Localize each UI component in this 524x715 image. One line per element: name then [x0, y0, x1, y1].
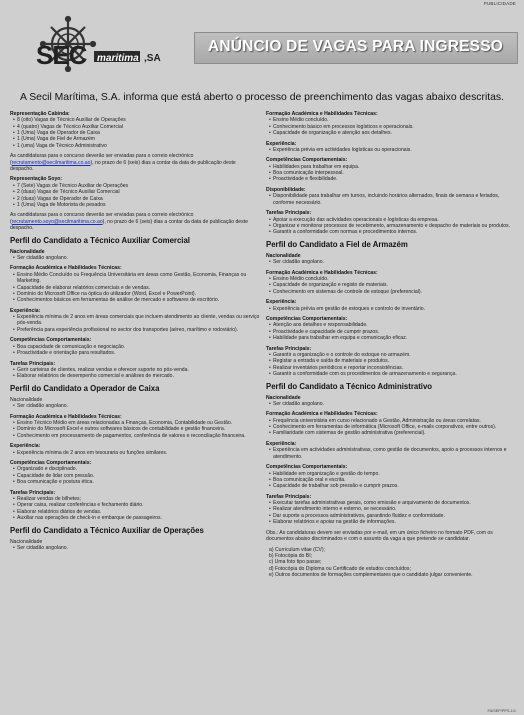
- list-item: • Garantir a conformidade com normas e procedimentos internos.: [266, 229, 514, 235]
- caixa-experience: [10, 450, 260, 456]
- logo-text-sa: ,SA: [144, 53, 161, 64]
- header: [6, 10, 518, 74]
- publicidade-label: PUBLICIDADE: [483, 1, 516, 6]
- list-item: • 2 (duas) Vagas de Operador de Caixa: [10, 196, 260, 202]
- list-item: • Atenção aos detalhes e responsabilidade.: [266, 322, 514, 328]
- list-item: • Capacidade de trabalhar sob pressão e cumprir prazos.: [266, 483, 514, 489]
- list-item: • Operar caixa, realizar conferências e fechamento diário.: [10, 502, 260, 508]
- adm-tasks: [266, 500, 514, 525]
- operacoes-experience: [266, 147, 514, 153]
- comercial-nationality: [10, 255, 260, 261]
- list-item: • Ensino Médio Concluído ou Frequência Universitária em áreas como Gestão, Economia, Finanças ou Marketing.: [10, 272, 260, 285]
- operacoes-competencies: [266, 164, 514, 183]
- list-item: • Proactividade e orientação para resultados.: [10, 350, 260, 356]
- list-item: • Conhecimento básico em processos logísticos e operacionais.: [266, 124, 514, 130]
- section-title-fiel: Perfil do Candidato a Fiel de Armazém: [266, 239, 408, 249]
- list-item: • Conhecimento em sistemas de controle de estoque (preferencial).: [266, 289, 514, 295]
- list-item: • 8 (oito) Vagas de Técnico Auxiliar de Operações: [10, 117, 260, 123]
- adm-formation: [266, 418, 514, 437]
- cabinda-email-link[interactable]: recrutamento@secilmaritima.co.ao: [11, 159, 91, 166]
- adm-experience: [266, 447, 514, 460]
- fiel-competencies: [266, 322, 514, 341]
- soyo-email-link[interactable]: recrutamento.soyo@secilmaritima.co.ao: [11, 218, 103, 225]
- list-item: • 1 (Uma) Vaga de Motorista de pesados: [10, 202, 260, 208]
- list-item: • Ensino Médio concluído.: [266, 117, 514, 123]
- list-item: • Gerir carteiras de clientes, realizar vendas e oferecer suporte no pós-venda.: [10, 367, 260, 373]
- list-item: • Familiaridade com sistemas de gestão administrativa (preferencial).: [266, 430, 514, 436]
- list-item: • Ser cidadão angolano.: [10, 403, 260, 409]
- list-item: • Experiência em actividades administrativas, como gestão de documentos, apoio a processos internos e atendimento.: [266, 447, 514, 460]
- list-item: • Ser cidadão angolano.: [10, 255, 260, 261]
- list-item: • Ensino Técnico Médio em áreas relacionadas a Finanças, Economia, Contabilidade ou Gestão.: [10, 420, 260, 426]
- list-item: • Ensino Médio concluído.: [266, 276, 514, 282]
- list-item: e) Outros documentos de formações complementares que o candidato julgar conveniente.: [269, 571, 473, 578]
- list-item: c) Uma foto tipo passe;: [269, 559, 322, 566]
- list-item: • Capacidade de organização e registo de materiais.: [266, 282, 514, 288]
- cabinda-heading: Representação Cabinda:: [10, 111, 70, 117]
- list-item: • Experiência mínima de 2 anos em tesouraria ou funções similares.: [10, 450, 260, 456]
- list-item: • Domínio do Microsoft Excel e outros softwares básicos de contabilidade e gestão financeira.: [10, 426, 260, 432]
- comercial-competencies: [10, 344, 260, 357]
- section-title-caixa: Perfil do Candidato a Operador de Caixa: [10, 383, 160, 393]
- caixa-tasks: [10, 496, 260, 521]
- right-column: Formação Académica e Habilidades Técnicas: • Ensino Médio concluído. • Conhecimento básico em processos logísticos e operacionais. • Capacidade de organização e atenção aos detalhes. Experiência: • Experiência prévia em actividades logísticas ou operacionais. Competências Comportamentais: • Habilidades para trabalhar em equipa. • Boa comunicação interpessoal. • Proactividade e flexibilidade. Disponibilidade: • Disponibilidade para trabalhar em turnos, incluindo horários alternados, finais de semana e feriados, conforme necessário. Tarefas Principais: • Apoiar a execução das actividades operacionais e logísticas da empresa. • Organizar e monitorar processos de recebimento, armazenamento e despacho de materiais ou produtos. • Garantir a conformidade com normas e procedimentos internos. Perfil do Candidato a Fiel de Armazém Nacionalidade • Ser cidadão angolano. Formação Académica e Habilidades Técnicas: • Ensino Médio concluído. • Capacidade de organização e registo de materiais. • Conhecimento em sistemas de controle de estoque (preferencial). Experiência: • Experiência prévia em gestão de estoques e controlo de inventário. Competências Comportamentais: • Atenção aos detalhes e responsabilidade. • Proactividade e capacidade de cumprir prazos. • Habilidade para trabalhar em equipa e comunicação eficaz. Tarefas Principais: • Garantir a organização e o controle do estoque no armazém. • Registar a entrada e saída de materiais e produtos. • Realizar inventários periódicos e reportar inconsistências. • Garantir a conformidade com os procedimentos de armazenamento e segurança. Perfil do Candidato a Técnico Administrativo Nacionalidade • Ser cidadão angolano. Formação Académica e Habilidades Técnicas: • Frequência universitária em curso relacionado a Gestão, Administração ou áreas correlatas. • Conhecimento em ferramentas de informática (Microsoft Office, e-mails corporativos, entre outros). • Familiaridade com sistemas de gestão administrativa (preferencial). Experiência: • Experiência em actividades administrativas, como gestão de documentos, apoio a processos internos e atendimento. Competências Comportamentais: • Habilidade em organização e gestão do tempo. • Boa comunicação oral e escrita. • Capacidade de trabalhar sob pressão e cumprir prazos. Tarefas Principais: • Executar tarefas administrativas gerais, como emissão e arquivamento de documentos. • Realizar atendimento interno e externo, se necessário. • Dar suporte a processos administrativos, garantindo fluidez e conformidade. • Elaborar relatórios e apoiar na gestão de informações. Obs.: As candidaturas devem ser enviadas por e-mail, em um único ficheiro no formato PDF, com os documentos abaixo discriminados e com o assunto da vaga a que pretende se candidatar. a) Curriculum vitae (CV); b) Fotocópia do BI; c) Uma foto tipo passe; d) Fotocópia do Diploma ou Certificado de estudos concluídos; e) Outros documentos de formações complementares que o candidato julgar conveniente.: [266, 111, 514, 582]
- obs-documents: [266, 547, 514, 579]
- section-title-comercial: Perfil do Candidato a Técnico Auxiliar Comercial: [10, 235, 190, 245]
- comercial-formation: [10, 272, 260, 304]
- obs-note: Obs.: As candidaturas devem ser enviadas por e-mail, em um único ficheiro no formato PDF, com os documentos abaixo discriminados e com o assunto da vaga a que pretende se candidatar.: [266, 529, 493, 543]
- caixa-formation: [10, 420, 260, 439]
- cabinda-note: As candidaturas para o concurso deverão ser enviadas para o correio electrónico (recrutamento@secilmaritima.co.ao), no prazo de 6 (seis) dias a contar da data de publicação deste despacho.: [10, 153, 236, 172]
- soyo-vacancies: [10, 183, 260, 208]
- list-item: • Garantir a organização e o controle do estoque no armazém.: [266, 352, 514, 358]
- soyo-heading: Representação Soyo:: [10, 176, 63, 183]
- left-column: Representação Cabinda: • 8 (oito) Vagas de Técnico Auxiliar de Operações • 4 (quatro) Vagas de Técnico Auxiliar Comercial • 1 (Uma) Vaga de Operador de Caixa • 1 (Uma) Vaga de Fiel de Armazém • 1 (uma) Vaga de Técnico Administrativo As candidaturas para o concurso deverão ser enviadas para o correio electrónico (recrutamento@secilmaritima.co.ao), no prazo de 6 (seis) dias a contar da data de publicação deste despacho. Representação Soyo: • 7 (Sete) Vagas de Técnico Auxiliar de Operações • 2 (duas) Vagas de Técnico Auxiliar Comercial • 2 (duas) Vagas de Operador de Caixa • 1 (Uma) Vaga de Motorista de pesados As candidaturas para o concurso deverão ser enviadas para o correio electrónico (recrutamento.soyo@secilmaritima.co.ao), no prazo de 6 (seis) dias a contar da data de publicação deste despacho. Perfil do Candidato a Técnico Auxiliar Comercial Nacionalidade • Ser cidadão angolano. Formação Académica e Habilidades Técnicas: • Ensino Médio Concluído ou Frequência Universitária em áreas como Gestão, Economia, Finanças ou Marketing. • Capacidade de elaborar relatórios comerciais e de vendas. • Domínio do Microsoft Office na óptica do utilizador (Word, Excel e PowerPoint). • Conhecimentos básicos em ferramentas de análise de mercado e softwares de escritório. Experiência: • Experiência mínima de 2 anos em áreas comerciais que incluem atendimento ao cliente, vendas ou serviço pós-venda. • Preferência para experiência profissional no sector dos transportes (aéreo, marítimo e rodoviário). Competências Comportamentais: • Boa capacidade de comunicação e negociação. • Proactividade e orientação para resultados. Tarefas Principais: • Gerir carteiras de clientes, realizar vendas e oferecer suporte no pós-venda. • Elaborar relatórios de desempenho comercial e análises de mercado. Perfil do Candidato a Operador de Caixa Nacionalidade • Ser cidadão angolano. Formação Académica e Habilidades Técnicas: • Ensino Técnico Médio em áreas relacionadas a Finanças, Economia, Contabilidade ou Gestão. • Domínio do Microsoft Excel e outros softwares básicos de contabilidade e gestão financeira. • Conhecimento em processamento de pagamentos, conferência de valores e reconciliação financeira. Experiência: • Experiência mínima de 2 anos em tesouraria ou funções similares. Competências Comportamentais: • Organizado e disciplinado. • Capacidade de lidar com pressão. • Boa comunicação e postura ética. Tarefas Principais: • Realizar vendas de bilhetes; • Operar caixa, realizar conferências e fechamento diário. • Elaborar relatórios diários de vendas. • Auxiliar nas operações de check-in e embarque de passageiros. Perfil do Candidato a Técnico Auxiliar de Operações Nacionalidade • Ser cidadão angolano.: [10, 111, 260, 555]
- list-item: • Proactividade e capacidade de cumprir prazos.: [266, 329, 514, 335]
- adm-nationality: [266, 401, 514, 407]
- list-item: • Habilidade em organização e gestão do tempo.: [266, 471, 514, 477]
- fiel-tasks: [266, 352, 514, 377]
- caixa-competencies: [10, 466, 260, 485]
- comercial-tasks: [10, 367, 260, 380]
- list-item: • Apoiar a execução das actividades operacionais e logísticas da empresa.: [266, 217, 514, 223]
- document-code: FA/SEP/PPS-1/1: [487, 709, 516, 713]
- list-item: a) Curriculum vitae (CV);: [269, 546, 326, 553]
- list-item: • 4 (quatro) Vagas de Técnico Auxiliar Comercial: [10, 124, 260, 130]
- logo-text-sec: SEC: [36, 40, 87, 70]
- list-item: • Garantir a conformidade com os procedimentos de armazenamento e segurança.: [266, 371, 514, 377]
- fiel-formation: [266, 276, 514, 295]
- caixa-nationality: [10, 403, 260, 409]
- list-item: • Organizar e monitorar processos de recebimento, armazenamento e despacho de materiais ou produtos.: [266, 223, 514, 229]
- list-item: • Conhecimento em ferramentas de informática (Microsoft Office, e-mails corporativos, entre outros).: [266, 424, 514, 430]
- list-item: • Experiência prévia em actividades logísticas ou operacionais.: [266, 147, 514, 153]
- cabinda-vacancies: [10, 117, 260, 149]
- list-item: d) Fotocópia do Diploma ou Certificado de estudos concluídos;: [269, 565, 411, 572]
- list-item: b) Fotocópia do BI;: [269, 552, 313, 559]
- list-item: • 1 (Uma) Vaga de Fiel de Armazém: [10, 136, 260, 142]
- list-item: • Domínio do Microsoft Office na óptica do utilizador (Word, Excel e PowerPoint).: [10, 291, 260, 297]
- fiel-experience: [266, 306, 514, 312]
- list-item: • Boa comunicação interpessoal.: [266, 170, 514, 176]
- list-item: • Experiência mínima de 2 anos em áreas comerciais que incluem atendimento ao cliente, vendas ou serviço pós-venda.: [10, 314, 260, 327]
- list-item: • Capacidade de elaborar relatórios comerciais e de vendas.: [10, 285, 260, 291]
- logo-text-maritima: maritima: [97, 53, 139, 64]
- secil-logo: [6, 14, 171, 72]
- list-item: • Ser cidadão angolano.: [266, 401, 514, 407]
- title-banner: [194, 32, 518, 64]
- section-title-administrativo: Perfil do Candidato a Técnico Administrativo: [266, 381, 433, 391]
- intro-text: A Secil Marítima, S.A. informa que está aberto o processo de preenchimento das vagas abaixo descritas.: [20, 92, 504, 103]
- list-item: • Auxiliar nas operações de check-in e embarque de passageiros.: [10, 515, 260, 521]
- list-item: • Elaborar relatórios diários de vendas.: [10, 509, 260, 515]
- section-title-operacoes: Perfil do Candidato a Técnico Auxiliar de Operações: [10, 525, 204, 535]
- banner-title: ANÚNCIO DE VAGAS PARA INGRESSO: [207, 38, 503, 55]
- list-item: • Frequência universitária em curso relacionado a Gestão, Administração ou áreas correlatas.: [266, 418, 514, 424]
- operacoes-tasks: [266, 217, 514, 236]
- comercial-experience: [10, 314, 260, 333]
- list-item: • Boa comunicação e postura ética.: [10, 479, 260, 485]
- operacoes-nationality: [10, 545, 260, 551]
- list-item: • Realizar atendimento interno e externo, se necessário.: [266, 506, 514, 512]
- list-item: • Capacidade de lidar com pressão.: [10, 473, 260, 479]
- list-item: • Capacidade de organização e atenção aos detalhes.: [266, 130, 514, 136]
- adm-competencies: [266, 471, 514, 490]
- fiel-nationality: [266, 259, 514, 265]
- soyo-note: As candidaturas para o concurso deverão ser enviadas para o correio electrónico (recrutamento.soyo@secilmaritima.co.ao), no prazo de 6 (seis) dias a contar da data de publicação deste despacho.: [10, 212, 248, 232]
- list-item: • Conhecimentos básicos em ferramentas de análise de mercado e softwares de escritório.: [10, 297, 260, 303]
- list-item: • Conhecimento em processamento de pagamentos, conferência de valores e reconciliação financeira.: [10, 433, 260, 439]
- list-item: • Boa capacidade de comunicação e negociação.: [10, 344, 260, 350]
- list-item: • 2 (duas) Vagas de Técnico Auxiliar Comercial: [10, 189, 260, 195]
- list-item: • Habilidades para trabalhar em equipa.: [266, 164, 514, 170]
- list-item: • Dar suporte a processos administrativos, garantindo fluidez e conformidade.: [266, 513, 514, 519]
- list-item: • Elaborar relatórios de desempenho comercial e análises de mercado.: [10, 373, 260, 379]
- list-item: • Disponibilidade para trabalhar em turnos, incluindo horários alternados, finais de semana e feriados, conforme necessário.: [266, 193, 514, 206]
- list-item: • Habilidade para trabalhar em equipa e comunicação eficaz.: [266, 335, 514, 341]
- list-item: • 1 (uma) Vaga de Técnico Administrativo: [10, 143, 260, 149]
- list-item: • 1 (Uma) Vaga de Operador de Caixa: [10, 130, 260, 136]
- list-item: • 7 (Sete) Vagas de Técnico Auxiliar de Operações: [10, 183, 260, 189]
- list-item: • Elaborar relatórios e apoiar na gestão de informações.: [266, 519, 514, 525]
- list-item: • Organizado e disciplinado.: [10, 466, 260, 472]
- list-item: • Registar a entrada e saída de materiais e produtos.: [266, 358, 514, 364]
- list-item: • Preferência para experiência profissional no sector dos transportes (aéreo, marítimo e rodoviário).: [10, 327, 260, 333]
- list-item: • Ser cidadão angolano.: [266, 259, 514, 265]
- list-item: • Realizar vendas de bilhetes;: [10, 496, 260, 502]
- list-item: • Boa comunicação oral e escrita.: [266, 477, 514, 483]
- operacoes-formation: [266, 117, 514, 136]
- list-item: • Proactividade e flexibilidade.: [266, 176, 514, 182]
- list-item: • Experiência prévia em gestão de estoques e controlo de inventário.: [266, 306, 514, 312]
- list-item: • Ser cidadão angolano.: [10, 545, 260, 551]
- list-item: • Realizar inventários periódicos e reportar inconsistências.: [266, 365, 514, 371]
- operacoes-availability: [266, 193, 514, 206]
- list-item: • Executar tarefas administrativas gerais, como emissão e arquivamento de documentos.: [266, 500, 514, 506]
